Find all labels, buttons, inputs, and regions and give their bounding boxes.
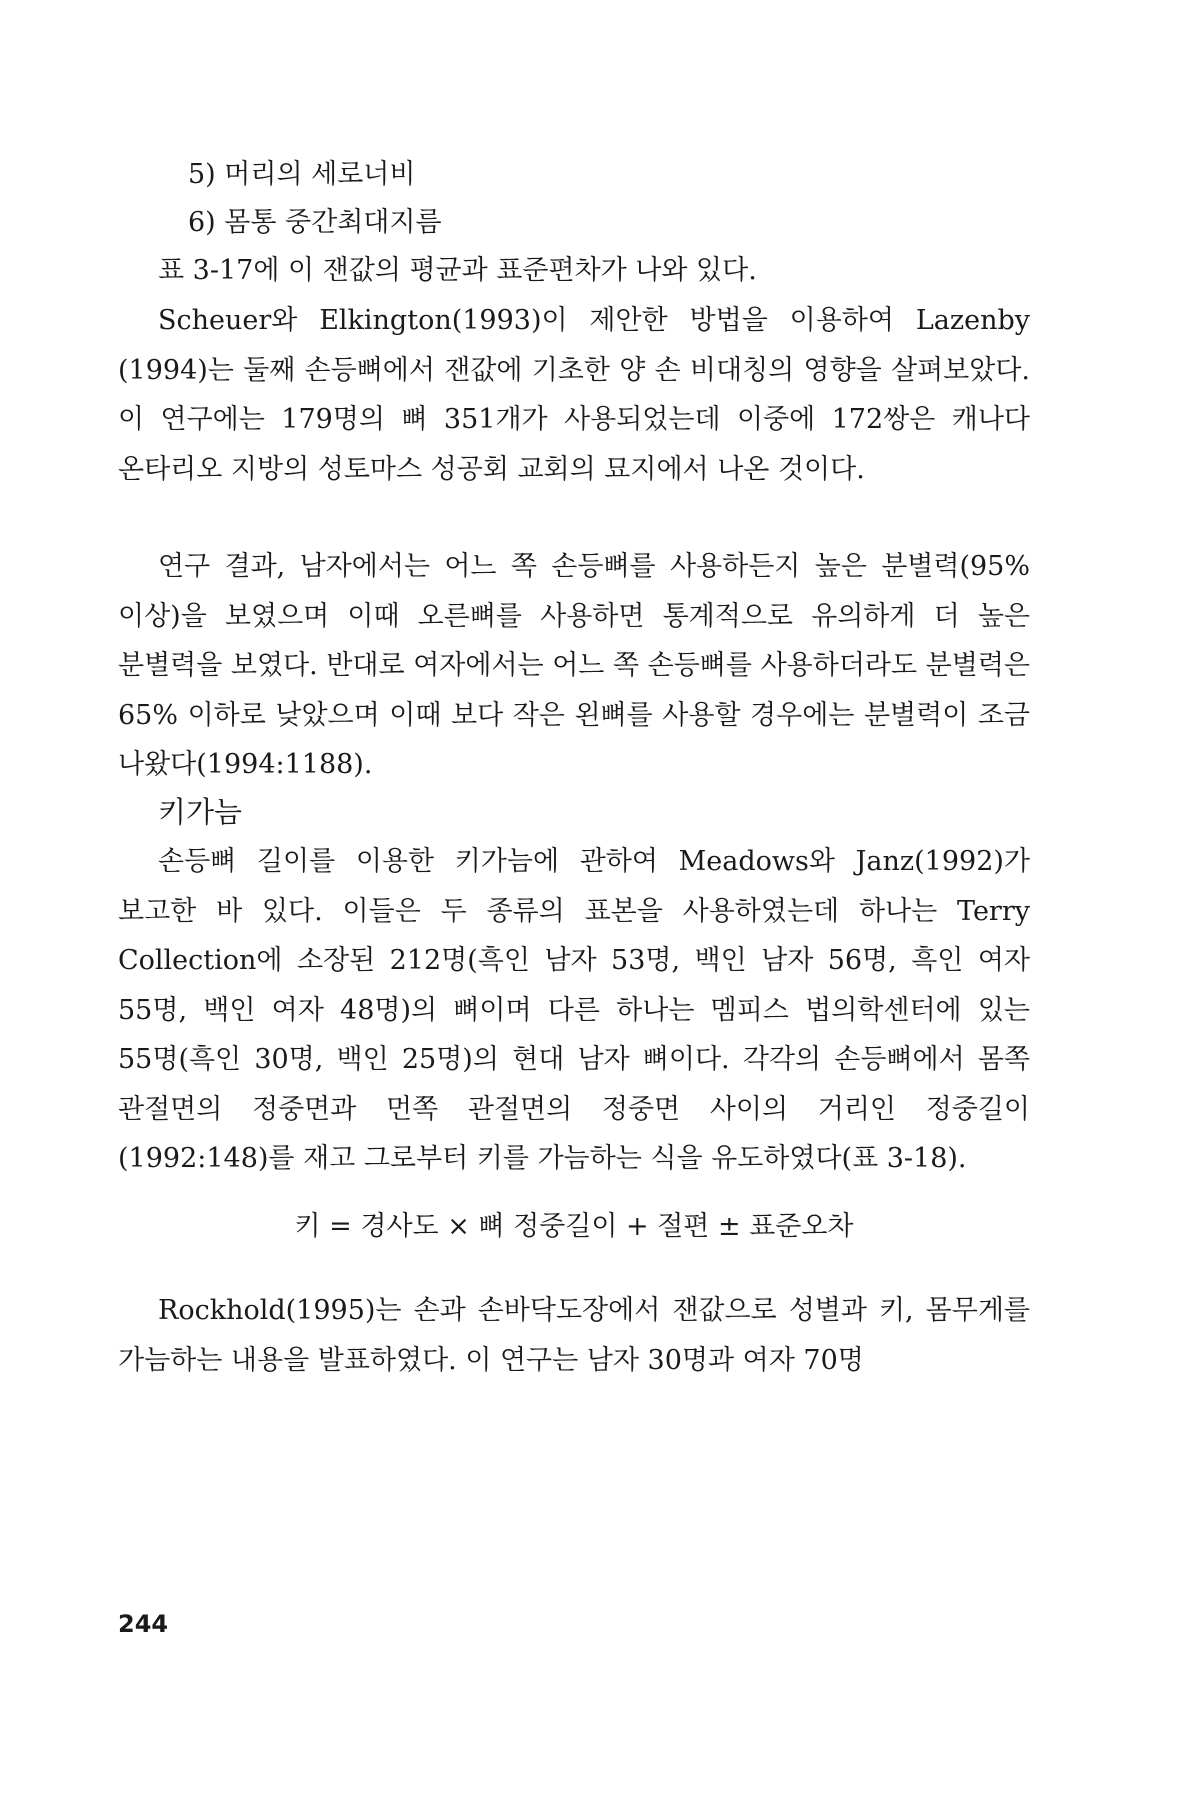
page-number: 244 [118, 1610, 169, 1638]
paragraph-rockhold: Rockhold(1995)는 손과 손바닥도장에서 잰값으로 성별과 키, 몸무게를 가늠하는 내용을 발표하였다. 이 연구는 남자 30명과 여자 70명 [118, 1295, 1030, 1376]
paragraph-results: 연구 결과, 남자에서는 어느 쪽 손등뼈를 사용하든지 높은 분별력(95% 이상)을 보였으며 이때 오른뼈를 사용하면 통계적으로 유의하게 더 높은 분별력을 보였다. 반대로 여자에서는 어느 쪽 손등뼈를 사용하더라도 분별력은 65% 이하로 낮았으며 이때 보다 작은 왼뼈를 사용할 경우에는 분별력이 조금 나왔다(1994:1188). [118, 551, 1030, 780]
paragraph-table-reference: 표 3-17에 이 잰값의 평균과 표준편차가 나와 있다. [158, 255, 757, 286]
section-heading-stature: 키가늠 [158, 795, 243, 829]
list-item-5: 5) 머리의 세로너비 [188, 159, 416, 190]
paragraph-lazenby-study: Scheuer와 Elkington(1993)이 제안한 방법을 이용하여 Lazenby (1994)는 둘째 손등뼈에서 잰값에 기초한 양 손 비대칭의 영향을 살펴보았다. 이 연구에는 179명의 뼈 351개가 사용되었는데 이중에 172쌍은 캐나다 온타리오 지방의 성토마스 성공회 교회의 묘지에서 나온 것이다. [118, 305, 1030, 485]
stature-formula: 키 = 경사도 × 뼈 정중길이 + 절편 ± 표준오차 [294, 1211, 854, 1242]
paragraph-meadows-janz: 손등뼈 길이를 이용한 키가늠에 관하여 Meadows와 Janz(1992)가 보고한 바 있다. 이들은 두 종류의 표본을 사용하였는데 하나는 Terry Collection에 소장된 212명(흑인 남자 53명, 백인 남자 56명, 흑인 여자 55명, 백인 여자 48명)의 뼈이며 다른 하나는 멤피스 법의학센터에 있는 55명(흑인 30명, 백인 25명)의 현대 남자 뼈이다. 각각의 손등뼈에서 몸쪽 관절면의 정중면과 먼쪽 관절면의 정중면 사이의 거리인 정중길이(1992:148)를 재고 그로부터 키를 가늠하는 식을 유도하였다(표 3-18). [118, 846, 1030, 1174]
list-item-6: 6) 몸통 중간최대지름 [188, 207, 442, 238]
